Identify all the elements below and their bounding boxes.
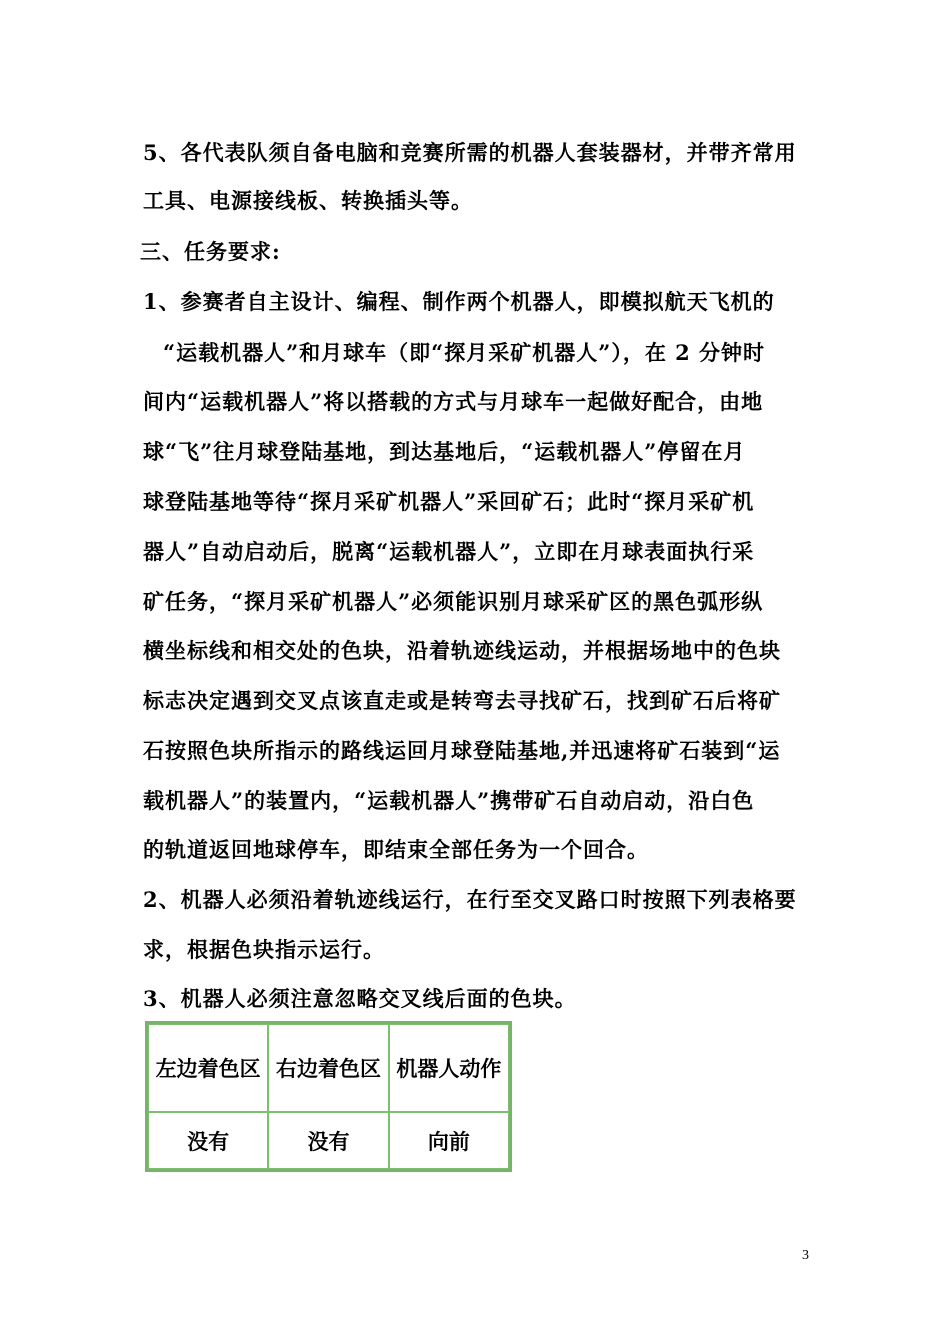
paragraph-line: 矿任务，“探月采矿机器人”必须能识别月球采矿区的黑色弧形纵 bbox=[143, 589, 764, 614]
table-cell: 没有 bbox=[148, 1112, 268, 1169]
paragraph-line: 标志决定遇到交叉点该直走或是转弯去寻找矿石，找到矿石后将矿 bbox=[143, 688, 781, 713]
paragraph-line: 工具、电源接线板、转换插头等。 bbox=[143, 188, 473, 213]
table-header-row bbox=[148, 1024, 509, 1112]
paragraph-line: 球登陆基地等待“探月采矿机器人”采回矿石；此时“探月采矿机 bbox=[143, 489, 755, 514]
paragraph-line: “运载机器人”和月球车（即“探月采矿机器人”），在 2 分钟时 bbox=[163, 340, 766, 365]
section-heading: 三、任务要求: bbox=[140, 239, 281, 264]
paragraph-line: 1、参赛者自主设计、编程、制作两个机器人，即模拟航天飞机的 bbox=[143, 289, 775, 314]
paragraph-line: 2、机器人必须沿着轨迹线运行，在行至交叉路口时按照下列表格要 bbox=[143, 887, 797, 912]
table-header-cell: 机器人动作 bbox=[389, 1024, 509, 1112]
paragraph-line: 横坐标线和相交处的色块，沿着轨迹线运动，并根据场地中的色块 bbox=[143, 638, 781, 663]
paragraph-line: 的轨道返回地球停车，即结束全部任务为一个回合。 bbox=[143, 837, 649, 862]
table-header-cell: 右边着色区 bbox=[268, 1024, 388, 1112]
paragraph-line: 石按照色块所指示的路线运回月球登陆基地,并迅速将矿石装到“运 bbox=[143, 738, 781, 763]
table-header-cell: 左边着色区 bbox=[148, 1024, 268, 1112]
table-cell: 向前 bbox=[389, 1112, 509, 1169]
paragraph-line: 3、机器人必须注意忽略交叉线后面的色块。 bbox=[143, 986, 577, 1011]
paragraph-line: 5、各代表队须自备电脑和竞赛所需的机器人套装器材，并带齐常用 bbox=[143, 140, 797, 165]
color-zone-table bbox=[145, 1021, 512, 1172]
paragraph-line: 求，根据色块指示运行。 bbox=[143, 937, 385, 962]
page-number: 3 bbox=[802, 1248, 809, 1263]
paragraph-line: 器人”自动启动后，脱离“运载机器人”，立即在月球表面执行采 bbox=[143, 539, 755, 564]
paragraph-line: 间内“运载机器人”将以搭载的方式与月球车一起做好配合，由地 bbox=[143, 389, 764, 414]
table-cell: 没有 bbox=[268, 1112, 388, 1169]
paragraph-line: 球“飞”往月球登陆基地，到达基地后，“运载机器人”停留在月 bbox=[143, 439, 746, 464]
paragraph-line: 载机器人”的装置内，“运载机器人”携带矿石自动启动，沿白色 bbox=[143, 788, 755, 813]
table-row bbox=[148, 1112, 509, 1169]
